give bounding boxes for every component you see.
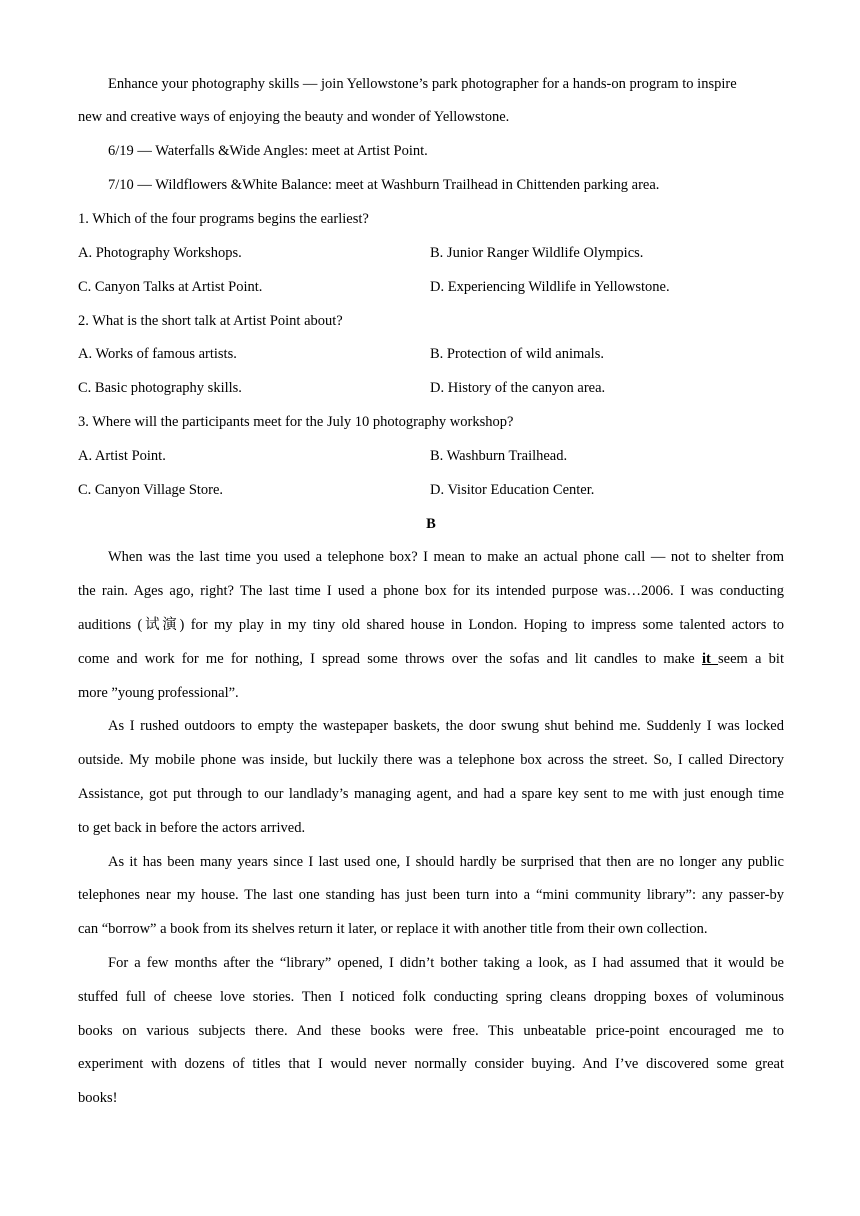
underlined-word-it: it — [701, 651, 719, 667]
b-p1-line-4 — [78, 650, 784, 668]
b-p2-line-1: As I rushed outdoors to empty the wastepaper baskets, the door swung shut behind me. Suddenly I was locked — [108, 718, 784, 734]
question-3-option-d: D. Visitor Education Center. — [430, 482, 595, 498]
intro-line-1: Enhance your photography skills — join Yellowstone’s park photographer for a hands-on program to inspire — [108, 76, 737, 92]
b-p1-line-4-tail: seem a bit — [718, 651, 784, 667]
b-p2-line-2: outside. My mobile phone was inside, but luckily there was a telephone box across the street. So, I called Directory — [78, 752, 784, 768]
b-p1-line-2: the rain. Ages ago, right? The last time I used a phone box for its intended purpose was…2006. I was conducting — [78, 583, 784, 599]
question-3-option-b: B. Washburn Trailhead. — [430, 448, 568, 464]
question-2-option-a: A. Works of famous artists. — [78, 346, 237, 362]
question-3-option-c: C. Canyon Village Store. — [78, 482, 224, 498]
intro-line-2: new and creative ways of enjoying the beauty and wonder of Yellowstone. — [78, 109, 510, 125]
question-2-stem: 2. What is the short talk at Artist Point about? — [78, 313, 343, 329]
b-p4-line-3: books on various subjects there. And these books were free. This unbeatable price-point encouraged me to — [78, 1023, 784, 1039]
b-p2-line-3: Assistance, got put through to our landlady’s managing agent, and had a spare key sent to me with just enough time — [78, 786, 784, 802]
section-b-heading: B — [426, 516, 436, 532]
question-2-option-b: B. Protection of wild animals. — [430, 346, 604, 362]
question-2-option-d: D. History of the canyon area. — [430, 380, 606, 396]
question-1-option-b: B. Junior Ranger Wildlife Olympics. — [430, 245, 644, 261]
b-p1-line-5: more ”young professional”. — [78, 685, 239, 701]
b-p4-line-1: For a few months after the “library” opened, I didn’t bother taking a look, as I had assumed that it would be — [108, 955, 784, 971]
b-p3-line-1: As it has been many years since I last used one, I should hardly be surprised that then are no longer any public — [108, 854, 784, 870]
b-p4-line-5: books! — [78, 1090, 118, 1106]
b-p1-line-4-text: come and work for me for nothing, I spread some throws over the sofas and lit candles to make — [78, 651, 702, 667]
intro-date-2: 7/10 — Wildflowers &White Balance: meet at Washburn Trailhead in Chittenden parking area. — [108, 177, 660, 193]
question-2-option-c: C. Basic photography skills. — [78, 380, 242, 396]
intro-date-1: 6/19 — Waterfalls &Wide Angles: meet at Artist Point. — [108, 143, 428, 159]
b-p4-line-4: experiment with dozens of titles that I would never normally consider buying. And I’ve discovered some great — [78, 1056, 784, 1072]
b-p2-line-4: to get back in before the actors arrived. — [78, 820, 306, 836]
question-3-option-a: A. Artist Point. — [78, 448, 166, 464]
question-1-option-c: C. Canyon Talks at Artist Point. — [78, 279, 263, 295]
question-1-stem: 1. Which of the four programs begins the earliest? — [78, 211, 369, 227]
b-p4-line-2: stuffed full of cheese love stories. Then I noticed folk conducting spring cleans dropping boxes of voluminous — [78, 989, 784, 1005]
b-p3-line-3: can “borrow” a book from its shelves return it later, or replace it with another title from their own collection. — [78, 921, 708, 937]
question-1-option-d: D. Experiencing Wildlife in Yellowstone. — [430, 279, 670, 295]
question-3-stem: 3. Where will the participants meet for the July 10 photography workshop? — [78, 414, 514, 430]
question-1-option-a: A. Photography Workshops. — [78, 245, 242, 261]
b-p1-line-1: When was the last time you used a telephone box? I mean to make an actual phone call — not to shelter from — [108, 549, 784, 565]
b-p3-line-2: telephones near my house. The last one standing has just been turn into a “mini community library”: any passer-by — [78, 887, 784, 903]
b-p1-line-3: auditions (试演) for my play in my tiny old shared house in London. Hoping to impress some talented actors to — [78, 617, 784, 633]
